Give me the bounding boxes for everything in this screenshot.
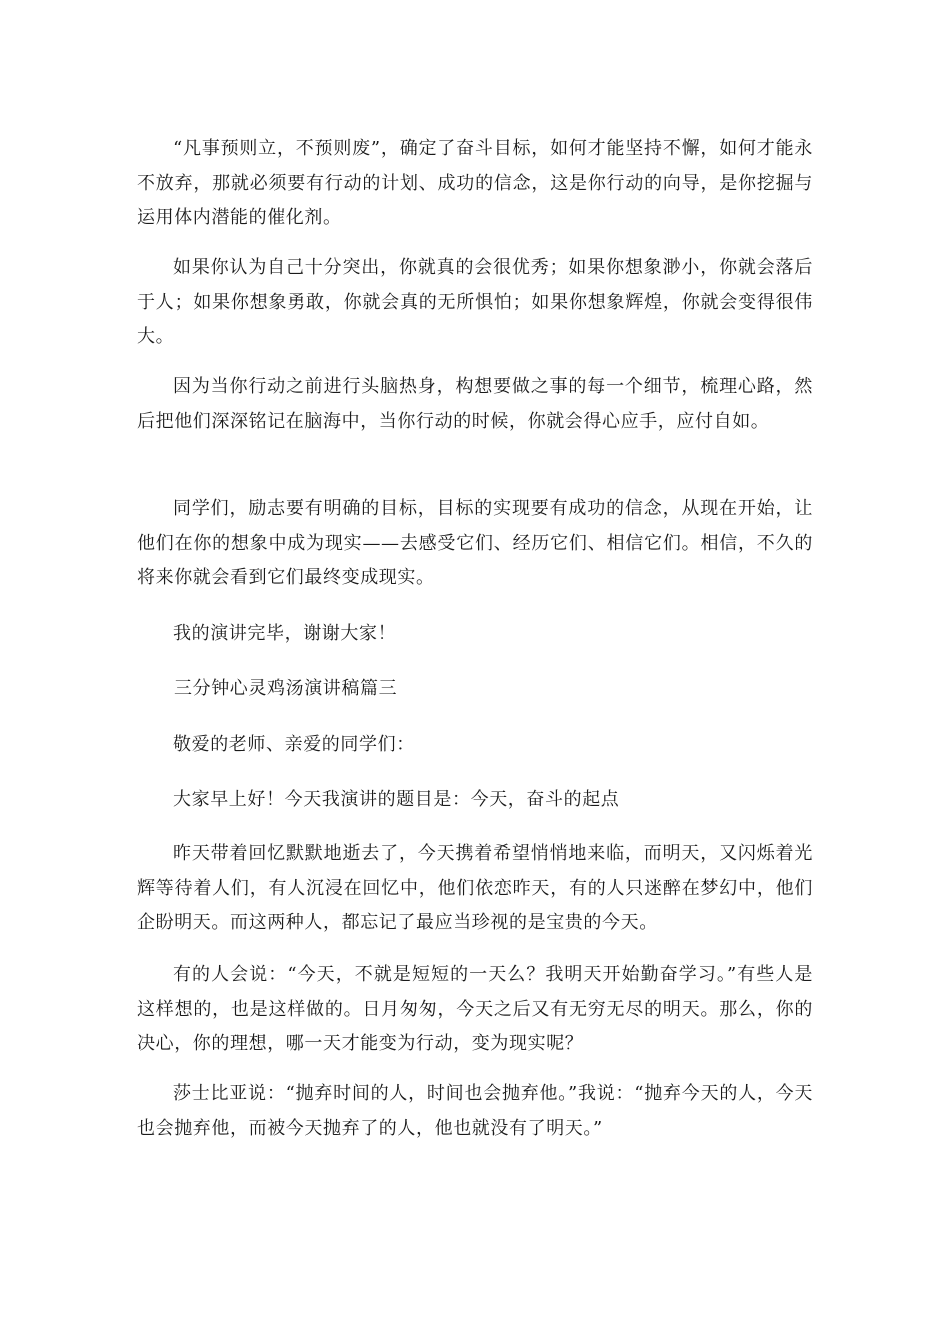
paragraph-imagination: 如果你认为自己十分突出，你就真的会很优秀；如果你想象渺小，你就会落后于人；如果你想象勇敢，你就会真的无所惧怕；如果你想象辉煌，你就会变得很伟大。: [137, 257, 813, 347]
section-title: 三分钟心灵鸡汤演讲稿篇三: [174, 678, 398, 699]
paragraph-topic: 大家早上好！今天我演讲的题目是：今天，奋斗的起点: [173, 789, 620, 810]
paragraph-yesterday-today: 昨天带着回忆默默地逝去了，今天携着希望悄悄地来临，而明天，又闪烁着光辉等待着人们，有人沉浸在回忆中，他们依恋昨天，有的人只迷醉在梦幻中，他们企盼明天。而这两种人，都忘记了最应当珍视的是宝贵的今天。: [137, 843, 813, 933]
paragraph-plan-belief: “凡事预则立，不预则废”，确定了奋斗目标，如何才能坚持不懈，如何才能永不放弃，那就必须要有行动的计划、成功的信念，这是你行动的向导，是你挖掘与运用体内潜能的催化剂。: [137, 138, 813, 228]
paragraph-closing: 我的演讲完毕，谢谢大家！: [173, 623, 397, 644]
paragraph-greeting: 敬爱的老师、亲爱的同学们：: [173, 734, 415, 755]
paragraph-classmates-goal: 同学们，励志要有明确的目标，目标的实现要有成功的信念，从现在开始，让他们在你的想象中成为现实——去感受它们、经历它们、相信它们。相信，不久的将来你就会看到它们最终变成现实。: [137, 498, 813, 588]
paragraph-shakespeare: 莎士比亚说：“抛弃时间的人，时间也会抛弃他。”我说：“抛弃今天的人，今天也会抛弃他，而被今天抛弃了的人，他也就没有了明天。”: [137, 1083, 813, 1139]
paragraph-some-people-say: 有的人会说：“今天，不就是短短的一天么？我明天开始勤奋学习。”有些人是这样想的，也是这样做的。日月匆匆，今天之后又有无穷无尽的明天。那么，你的决心，你的理想，哪一天才能变为行动，变为现实呢？: [137, 964, 813, 1054]
paragraph-mental-warmup: 因为当你行动之前进行头脑热身，构想要做之事的每一个细节，梳理心路，然后把他们深深铭记在脑海中，当你行动的时候，你就会得心应手，应付自如。: [137, 376, 813, 432]
